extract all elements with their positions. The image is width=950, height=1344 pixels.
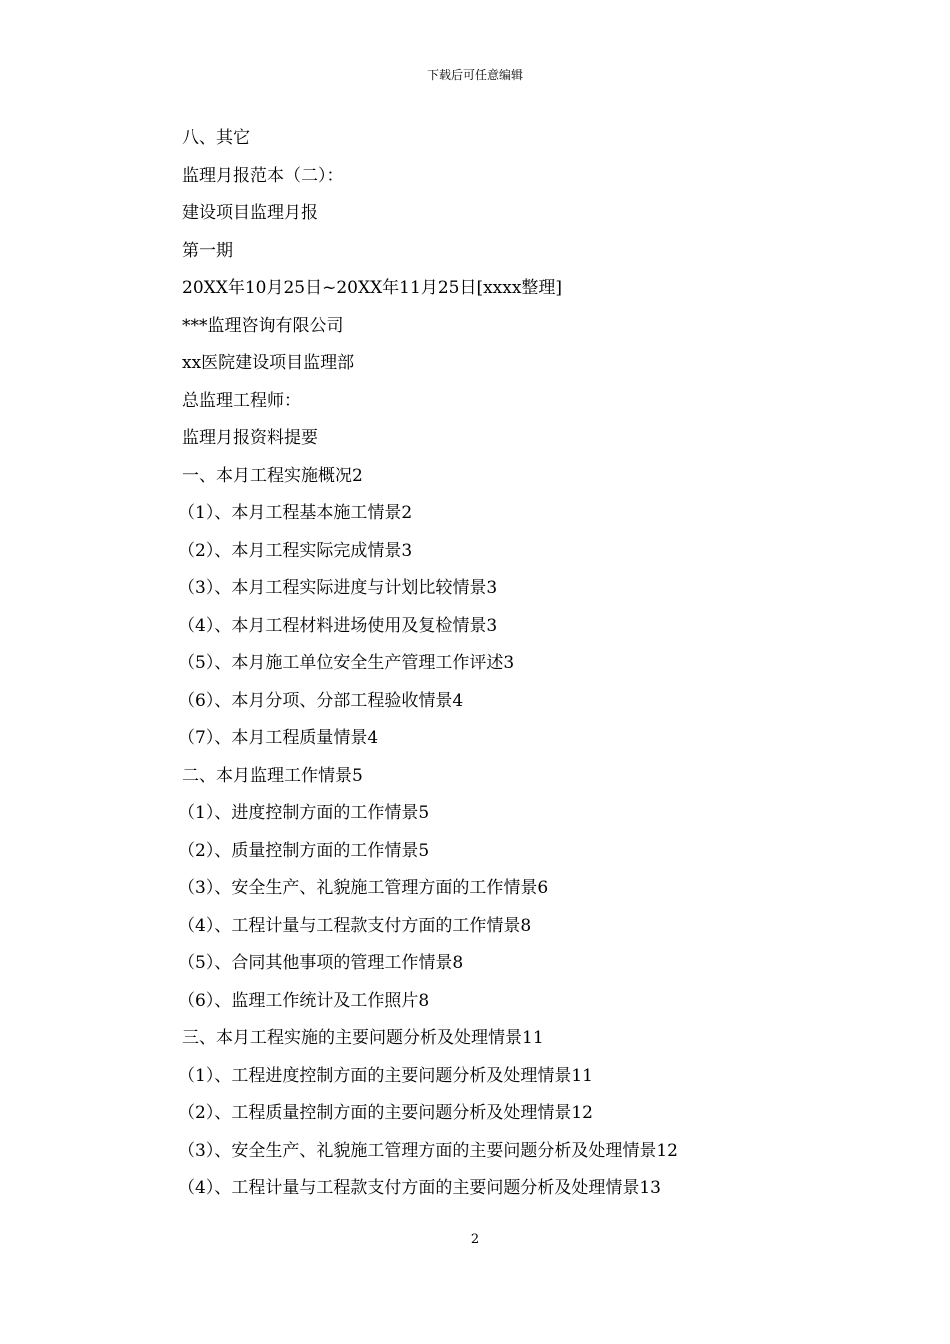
toc-item: （4）、工程计量与工程款支付方面的工作情景8 (178, 915, 532, 936)
toc-item: （5）、本月施工单位安全生产管理工作评述3 (178, 653, 515, 673)
page-header: 下载后可任意编辑 (426, 68, 523, 82)
toc-title: 监理月报资料提要 (182, 428, 318, 448)
report-title: 建设项目监理月报 (182, 203, 318, 223)
toc-item: （4）、工程计量与工程款支付方面的主要问题分析及处理情景13 (178, 1178, 661, 1198)
toc-item: （7）、本月工程质量情景4 (178, 728, 379, 748)
toc-item: （1）、进度控制方面的工作情景5 (178, 803, 430, 823)
toc-item: （3）、安全生产、礼貌施工管理方面的主要问题分析及处理情景12 (178, 1140, 678, 1161)
page-number: 2 (470, 1232, 480, 1247)
toc-item: （3）、本月工程实际进度与计划比较情景3 (178, 578, 498, 598)
toc-section: 一、本月工程实施概况2 (182, 465, 363, 486)
toc-item: （1）、工程进度控制方面的主要问题分析及处理情景11 (178, 1065, 593, 1086)
chief-engineer-label: 总监理工程师： (182, 390, 301, 411)
section-heading-other: 八、其它 (182, 128, 250, 148)
toc-section: 三、本月工程实施的主要问题分析及处理情景11 (182, 1028, 544, 1048)
report-template-title: 监理月报范本（二）： (182, 165, 344, 186)
toc-item: （3）、安全生产、礼貌施工管理方面的工作情景6 (178, 878, 549, 898)
project-department: xx医院建设项目监理部 (182, 353, 355, 373)
toc-item: （5）、合同其他事项的管理工作情景8 (178, 953, 464, 973)
document-body (178, 120, 822, 1208)
report-period: 20XX年10月25日~20XX年11月25日[xxxx整理] (182, 278, 563, 298)
toc-item: （6）、监理工作统计及工作照片8 (178, 990, 430, 1011)
toc-item: （2）、本月工程实际完成情景3 (178, 540, 413, 561)
toc-item: （2）、质量控制方面的工作情景5 (178, 840, 430, 861)
toc-item: （6）、本月分项、分部工程验收情景4 (178, 690, 464, 711)
toc-item: （1）、本月工程基本施工情景2 (178, 503, 413, 523)
toc-item: （4）、本月工程材料进场使用及复检情景3 (178, 615, 498, 636)
toc-item: （2）、工程质量控制方面的主要问题分析及处理情景12 (178, 1103, 593, 1123)
issue-number: 第一期 (182, 240, 233, 261)
toc-section: 二、本月监理工作情景5 (182, 765, 363, 786)
company-name: ***监理咨询有限公司 (182, 315, 344, 336)
